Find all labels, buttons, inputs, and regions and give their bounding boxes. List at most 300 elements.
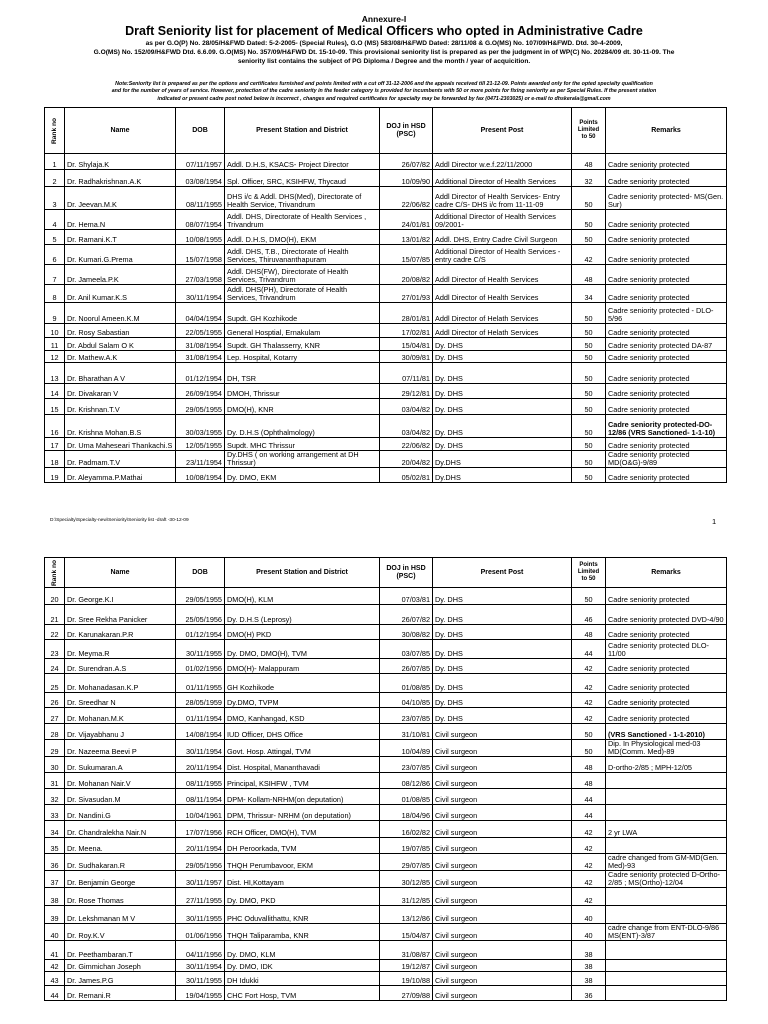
station-cell: Addl. DHS, T.B., Directorate of Health Services, Thiruvananthapuram (225, 245, 380, 265)
name-cell: Dr. Hema.N (65, 210, 176, 230)
points-cell: 42 (572, 674, 606, 693)
name-cell: Dr. Aleyamma.P.Mathai (65, 468, 176, 483)
doj-cell: 01/08/85 (380, 674, 433, 693)
rank-cell: 21 (45, 605, 65, 625)
points-cell: 42 (572, 693, 606, 708)
remarks-cell (606, 906, 727, 924)
station-cell: Addl. DHS, Directorate of Health Services , Trivandrum (225, 210, 380, 230)
remarks-cell: Cadre seniority protected (606, 659, 727, 674)
points-cell: 48 (572, 757, 606, 773)
name-cell: Dr. Karunakaran.P.R (65, 625, 176, 640)
station-cell: Dy. DMO, IDK (225, 960, 380, 972)
present-post-cell: Dy.DHS (433, 468, 572, 483)
points-cell: 48 (572, 625, 606, 640)
points-cell: 38 (572, 960, 606, 972)
table-row (45, 285, 727, 303)
name-cell: Dr. Radhakrishnan.A.K (65, 170, 176, 187)
station-cell: Lep. Hospital, Kotarry (225, 351, 380, 363)
dob-cell: 30/11/1955 (176, 906, 225, 924)
name-cell: Dr. Nazeema Beevi P (65, 740, 176, 757)
station-cell: DMO(H) PKD (225, 625, 380, 640)
table-row (45, 625, 727, 640)
points-cell: 42 (572, 838, 606, 854)
name-cell: Dr. Shylaja.K (65, 154, 176, 170)
remarks-cell: Cadre seniority protected (606, 674, 727, 693)
table-row (45, 821, 727, 838)
seniority-table-page-1 (44, 107, 727, 483)
points-cell: 50 (572, 451, 606, 468)
header-line-3: seniority list contains the subject of PG Diploma / Degree and the month / year of acquicition. (237, 58, 531, 65)
present-post-cell: Civil surgeon (433, 972, 572, 986)
present-post-cell: Addl Director of Helath Services (433, 303, 572, 324)
column-header-station: Present Station and District (225, 108, 380, 154)
name-cell: Dr. Meena. (65, 838, 176, 854)
dob-cell: 28/05/1959 (176, 693, 225, 708)
doj-cell: 01/08/85 (380, 789, 433, 805)
station-cell: DPM, Thrissur- NRHM (on deputation) (225, 805, 380, 821)
dob-cell: 30/11/1955 (176, 972, 225, 986)
dob-cell: 08/11/1954 (176, 789, 225, 805)
points-cell: 50 (572, 324, 606, 338)
doj-cell: 15/07/85 (380, 245, 433, 265)
rank-cell: 23 (45, 640, 65, 659)
rank-cell: 26 (45, 693, 65, 708)
doj-cell: 03/04/82 (380, 399, 433, 415)
table-row (45, 338, 727, 351)
document-title: Draft Seniority list for placement of Medical Officers who opted in Administrative Cadre (125, 24, 643, 38)
name-cell: Dr. Vijayabhanu J (65, 724, 176, 740)
present-post-cell: Civil surgeon (433, 924, 572, 941)
remarks-cell: cadre change from ENT-DLO-9/86 MS(ENT)-3/87 (606, 924, 727, 941)
column-header-dob: DOB (176, 558, 225, 588)
station-cell: GH Kozhikode (225, 674, 380, 693)
points-cell: 50 (572, 588, 606, 605)
table-row (45, 789, 727, 805)
name-cell: Dr. Anil Kumar.K.S (65, 285, 176, 303)
dob-cell: 31/08/1954 (176, 351, 225, 363)
table-row (45, 960, 727, 972)
points-cell: 38 (572, 972, 606, 986)
column-header-name: Name (65, 108, 176, 154)
table-row (45, 605, 727, 625)
column-header-doj: DOJ in HSD (PSC) (380, 108, 433, 154)
points-cell: 42 (572, 245, 606, 265)
points-cell: 48 (572, 265, 606, 285)
rank-cell: 5 (45, 230, 65, 245)
remarks-cell: Cadre seniority protected (606, 170, 727, 187)
dob-cell: 03/08/1954 (176, 170, 225, 187)
station-cell: General Hosptial, Ernakulam (225, 324, 380, 338)
points-cell: 42 (572, 708, 606, 724)
rank-cell: 44 (45, 986, 65, 1001)
present-post-cell: Dy. DHS (433, 640, 572, 659)
rank-cell: 8 (45, 285, 65, 303)
rank-cell: 2 (45, 170, 65, 187)
doj-cell: 03/07/85 (380, 640, 433, 659)
dob-cell: 20/11/1954 (176, 838, 225, 854)
doj-cell: 31/12/85 (380, 888, 433, 906)
remarks-cell: Cadre seniority protected MD(O&G)-9/89 (606, 451, 727, 468)
name-cell: Dr. Benjamin George (65, 871, 176, 888)
remarks-cell: Cadre seniority protected - DLO-5/96 (606, 303, 727, 324)
name-cell: Dr. Mohanadasan.K.P (65, 674, 176, 693)
name-cell: Dr. Kumari.G.Prema (65, 245, 176, 265)
rank-cell: 32 (45, 789, 65, 805)
doj-cell: 30/09/81 (380, 351, 433, 363)
dob-cell: 08/11/1955 (176, 187, 225, 210)
dob-cell: 01/06/1956 (176, 924, 225, 941)
points-cell: 50 (572, 740, 606, 757)
doj-cell: 10/04/89 (380, 740, 433, 757)
present-post-cell: Dy. DHS (433, 363, 572, 384)
remarks-cell: Cadre seniority protected (606, 324, 727, 338)
table-row (45, 941, 727, 960)
remarks-cell: Cadre seniority protected (606, 468, 727, 483)
dob-cell: 30/03/1955 (176, 415, 225, 438)
present-post-cell: Dy.DHS (433, 451, 572, 468)
column-header-station: Present Station and District (225, 558, 380, 588)
name-cell: Dr. Gimmichan Joseph (65, 960, 176, 972)
station-cell: DMO(H)- Malappuram (225, 659, 380, 674)
rank-cell: 13 (45, 363, 65, 384)
note-line-1: Note:Seniority list is prepared as per the options and certificates furnished and points limited with a cut off 31-12-2006 and the appeals received till 21-12-09. Points awarded only for the opted specialty qualification (115, 81, 653, 87)
dob-cell: 04/11/1956 (176, 941, 225, 960)
present-post-cell: Civil surgeon (433, 871, 572, 888)
rank-cell: 6 (45, 245, 65, 265)
station-cell: Dy. DMO, DMO(H), TVM (225, 640, 380, 659)
dob-cell: 14/08/1954 (176, 724, 225, 740)
present-post-cell: Civil surgeon (433, 838, 572, 854)
remarks-cell: Cadre seniority protected (606, 588, 727, 605)
column-header-remarks: Remarks (606, 558, 727, 588)
table-row (45, 415, 727, 438)
dob-cell: 30/11/1954 (176, 285, 225, 303)
remarks-cell: Cadre seniority protected-DO-12/86 (VRS Sanctioned- 1-1-10) (606, 415, 727, 438)
remarks-cell: Cadre seniority protected (606, 438, 727, 451)
points-cell: 50 (572, 351, 606, 363)
remarks-cell: Cadre seniority protected (606, 265, 727, 285)
table-header-row (45, 108, 727, 154)
points-cell: 40 (572, 906, 606, 924)
station-cell: Supdt. MHC Thrissur (225, 438, 380, 451)
dob-cell: 30/11/1957 (176, 871, 225, 888)
rank-cell: 3 (45, 187, 65, 210)
rank-cell: 7 (45, 265, 65, 285)
remarks-cell: (VRS Sanctioned - 1-1-2010) (606, 724, 727, 740)
points-cell: 44 (572, 805, 606, 821)
remarks-cell: Cadre seniority protected (606, 693, 727, 708)
table-row (45, 805, 727, 821)
dob-cell: 20/11/1954 (176, 757, 225, 773)
points-cell: 40 (572, 924, 606, 941)
doj-cell: 15/04/81 (380, 338, 433, 351)
station-cell: Dy. DMO, EKM (225, 468, 380, 483)
present-post-cell: Addl Director of Health Services- Entry cadre C/S- DHS i/c from 11-11-09 (433, 187, 572, 210)
rank-cell: 22 (45, 625, 65, 640)
doj-cell: 13/01/82 (380, 230, 433, 245)
present-post-cell: Addl Director of Health Services (433, 265, 572, 285)
table-row (45, 693, 727, 708)
rank-cell: 25 (45, 674, 65, 693)
table-row (45, 303, 727, 324)
name-cell: Dr. Rosy Sabastian (65, 324, 176, 338)
name-cell: Dr. Mathew.A.K (65, 351, 176, 363)
remarks-cell: Cadre seniority protected D-Ortho-2/85 ; MS(Ortho)-12/04 (606, 871, 727, 888)
dob-cell: 25/05/1956 (176, 605, 225, 625)
station-cell: Supdt. GH Thalasserry, KNR (225, 338, 380, 351)
points-cell: 46 (572, 605, 606, 625)
present-post-cell: Civil surgeon (433, 757, 572, 773)
rank-cell: 20 (45, 588, 65, 605)
station-cell: Dy. D.H.S (Ophthalmology) (225, 415, 380, 438)
points-cell: 50 (572, 210, 606, 230)
name-cell: Dr. Mohanan Nair.V (65, 773, 176, 789)
station-cell: Dy. DMO, KLM (225, 941, 380, 960)
present-post-cell: Civil surgeon (433, 906, 572, 924)
present-post-cell: Civil surgeon (433, 740, 572, 757)
dob-cell: 10/04/1961 (176, 805, 225, 821)
doj-cell: 30/08/82 (380, 625, 433, 640)
remarks-cell (606, 805, 727, 821)
table-row (45, 399, 727, 415)
dob-cell: 01/11/1955 (176, 674, 225, 693)
file-path-footer: D:\Specialty\Specialty-new\Seniority\Seniority list -draft -30-12-09 (50, 518, 189, 523)
remarks-cell: Cadre seniority protected- MS(Gen. Sur) (606, 187, 727, 210)
remarks-cell (606, 789, 727, 805)
points-cell: 42 (572, 854, 606, 871)
dob-cell: 30/11/1955 (176, 640, 225, 659)
station-cell: Addl. DHS(PH), Directorate of Health Services, Trivandrum (225, 285, 380, 303)
doj-cell: 30/12/85 (380, 871, 433, 888)
column-header-post: Present Post (433, 108, 572, 154)
column-header-remarks: Remarks (606, 108, 727, 154)
dob-cell: 01/02/1956 (176, 659, 225, 674)
points-cell: 50 (572, 338, 606, 351)
dob-cell: 01/11/1954 (176, 708, 225, 724)
remarks-cell: cadre changed from GM-MD(Gen. Med)-93 (606, 854, 727, 871)
doj-cell: 20/08/82 (380, 265, 433, 285)
present-post-cell: Dy. DHS (433, 438, 572, 451)
points-cell: 50 (572, 399, 606, 415)
doj-cell: 23/07/85 (380, 757, 433, 773)
station-cell: Dist. Hospital, Mananthavadi (225, 757, 380, 773)
present-post-cell: Additional Director of Health Services - entry cadre C/S (433, 245, 572, 265)
name-cell: Dr. Krishna Mohan.B.S (65, 415, 176, 438)
page-number: 1 (712, 517, 717, 526)
dob-cell: 19/04/1955 (176, 986, 225, 1001)
name-cell: Dr. Padmam.T.V (65, 451, 176, 468)
rank-cell: 31 (45, 773, 65, 789)
table-row (45, 351, 727, 363)
dob-cell: 23/11/1954 (176, 451, 225, 468)
remarks-cell: Cadre seniority protected (606, 210, 727, 230)
name-cell: Dr. Peethambaran.T (65, 941, 176, 960)
rank-cell: 14 (45, 384, 65, 399)
station-cell: RCH Officer, DMO(H), TVM (225, 821, 380, 838)
name-cell: Dr. Roy.K.V (65, 924, 176, 941)
station-cell: DMO, Kanhangad, KSD (225, 708, 380, 724)
present-post-cell: Civil surgeon (433, 986, 572, 1001)
name-cell: Dr. Divakaran V (65, 384, 176, 399)
remarks-cell (606, 972, 727, 986)
rank-cell: 30 (45, 757, 65, 773)
doj-cell: 22/06/82 (380, 438, 433, 451)
doj-cell: 15/04/87 (380, 924, 433, 941)
table-row (45, 230, 727, 245)
name-cell: Dr. Sree Rekha Panicker (65, 605, 176, 625)
table-row (45, 972, 727, 986)
name-cell: Dr. Jameela.P.K (65, 265, 176, 285)
station-cell: DMO(H), KLM (225, 588, 380, 605)
rank-cell: 16 (45, 415, 65, 438)
rank-cell: 18 (45, 451, 65, 468)
doj-cell: 31/10/81 (380, 724, 433, 740)
doj-cell: 07/03/81 (380, 588, 433, 605)
present-post-cell: Dy. DHS (433, 338, 572, 351)
station-cell: Addl. D.H.S, KSACS- Project Director (225, 154, 380, 170)
table-row (45, 854, 727, 871)
name-cell: Dr. Noorul Ameen.K.M (65, 303, 176, 324)
points-cell: 50 (572, 187, 606, 210)
name-cell: Dr. Lekshmanan M V (65, 906, 176, 924)
doj-cell: 03/04/82 (380, 415, 433, 438)
remarks-cell: Cadre seniority protected (606, 625, 727, 640)
table-row (45, 170, 727, 187)
dob-cell: 07/11/1957 (176, 154, 225, 170)
station-cell: Dy. D.H.S (Leprosy) (225, 605, 380, 625)
doj-cell: 26/07/85 (380, 659, 433, 674)
table-row (45, 888, 727, 906)
station-cell: DPM- Kollam-NRHM(on deputation) (225, 789, 380, 805)
points-cell: 50 (572, 724, 606, 740)
doj-cell: 17/02/81 (380, 324, 433, 338)
station-cell: DH, TSR (225, 363, 380, 384)
present-post-cell: Dy. DHS (433, 674, 572, 693)
station-cell: IUD Officer, DHS Office (225, 724, 380, 740)
note-line-2: and for the number of years of service. However, protection of the cadre seniority in the feeder category is provided for incumbents with 50 or more points for fixing seniority as per Special Rules. If the present station (111, 88, 657, 95)
name-cell: Dr. Jeevan.M.K (65, 187, 176, 210)
table-row (45, 773, 727, 789)
doj-cell: 04/10/85 (380, 693, 433, 708)
remarks-cell: Cadre seniority protected (606, 245, 727, 265)
station-cell: DMOH, Thrissur (225, 384, 380, 399)
remarks-cell: Cadre seniority protected DLO-11/00 (606, 640, 727, 659)
points-cell: 36 (572, 986, 606, 1001)
remarks-cell: Cadre seniority protected DA-87 (606, 338, 727, 351)
rank-cell: 10 (45, 324, 65, 338)
note-paragraph (40, 81, 728, 103)
rank-cell: 38 (45, 888, 65, 906)
doj-cell: 23/07/85 (380, 708, 433, 724)
remarks-cell: Cadre seniority protected DVD-4/90 (606, 605, 727, 625)
table-row (45, 588, 727, 605)
table-header-row (45, 558, 727, 588)
station-cell: CHC Fort Hosp, TVM (225, 986, 380, 1001)
name-cell: Dr. Sukumaran.A (65, 757, 176, 773)
doj-cell: 29/12/81 (380, 384, 433, 399)
table-row (45, 265, 727, 285)
points-cell: 32 (572, 170, 606, 187)
table-row (45, 363, 727, 384)
column-header-post: Present Post (433, 558, 572, 588)
rank-cell: 24 (45, 659, 65, 674)
present-post-cell: Addl. DHS, Entry Cadre Civil Surgeon (433, 230, 572, 245)
doj-cell: 07/11/81 (380, 363, 433, 384)
station-cell: Supdt. GH Kozhikode (225, 303, 380, 324)
station-cell: THQH Taliparamba, KNR (225, 924, 380, 941)
present-post-cell: Addl Director of Health Services (433, 285, 572, 303)
present-post-cell: Civil surgeon (433, 805, 572, 821)
doj-cell: 28/01/81 (380, 303, 433, 324)
points-cell: 34 (572, 285, 606, 303)
name-cell: Dr. Nandini.G (65, 805, 176, 821)
dob-cell: 26/09/1954 (176, 384, 225, 399)
present-post-cell: Additional Director of Health Services (433, 170, 572, 187)
name-cell: Dr. Sudhakaran.R (65, 854, 176, 871)
station-cell: Govt. Hosp. Attingal, TVM (225, 740, 380, 757)
station-cell: THQH Perumbavoor, EKM (225, 854, 380, 871)
points-cell: 48 (572, 154, 606, 170)
name-cell: Dr. Rose Thomas (65, 888, 176, 906)
remarks-cell: Cadre seniority protected (606, 351, 727, 363)
remarks-cell: Cadre seniority protected (606, 154, 727, 170)
station-cell: Spl. Officer, SRC, KSIHFW, Thycaud (225, 170, 380, 187)
rank-cell: 27 (45, 708, 65, 724)
name-cell: Dr. Mohanan.M.K (65, 708, 176, 724)
table-row (45, 924, 727, 941)
dob-cell: 12/05/1955 (176, 438, 225, 451)
rank-cell: 12 (45, 351, 65, 363)
document-header (34, 14, 734, 66)
column-header-points: Points Limited to 50 (572, 558, 606, 588)
table-row (45, 838, 727, 854)
table-row (45, 757, 727, 773)
name-cell: Dr. George.K.I (65, 588, 176, 605)
dob-cell: 01/12/1954 (176, 625, 225, 640)
remarks-cell: Cadre seniority protected (606, 230, 727, 245)
remarks-cell: Dip. In Physiological med-03 MD(Comm. Med)-89 (606, 740, 727, 757)
name-cell: Dr. James.P.G (65, 972, 176, 986)
name-cell: Dr. Uma Maheseari Thankachi.S (65, 438, 176, 451)
dob-cell: 10/08/1954 (176, 468, 225, 483)
name-cell: Dr. Surendran.A.S (65, 659, 176, 674)
doj-cell: 31/08/87 (380, 941, 433, 960)
name-cell: Dr. Chandralekha Nair.N (65, 821, 176, 838)
doj-cell: 24/01/81 (380, 210, 433, 230)
annexure-label: Annexure-I (361, 14, 407, 24)
remarks-cell: D-ortho-2/85 ; MPH-12/05 (606, 757, 727, 773)
dob-cell: 15/07/1958 (176, 245, 225, 265)
rank-cell: 29 (45, 740, 65, 757)
table-row (45, 210, 727, 230)
dob-cell: 27/11/1955 (176, 888, 225, 906)
doj-cell: 27/01/93 (380, 285, 433, 303)
header-line-2: G.O(MS) No. 152/09/H&FWD Dtd. 6.6.09. G.O(MS) No. 357/09/H&FWD Dt. 15-10-09. This provisional seniority list is prepared as per the judgment in of WP(C) No. 20284/09 dt. 30-11-09. The (93, 49, 675, 56)
dob-cell: 08/07/1954 (176, 210, 225, 230)
remarks-cell (606, 986, 727, 1001)
column-header-doj: DOJ in HSD (PSC) (380, 558, 433, 588)
seniority-table-page-2 (44, 557, 727, 1001)
rank-cell: 17 (45, 438, 65, 451)
present-post-cell: Additional Director of Health Services 09/2001- (433, 210, 572, 230)
present-post-cell: Dy. DHS (433, 384, 572, 399)
points-cell: 50 (572, 468, 606, 483)
name-cell: Dr. Sivasudan.M (65, 789, 176, 805)
rank-cell: 4 (45, 210, 65, 230)
present-post-cell: Civil surgeon (433, 888, 572, 906)
present-post-cell: Civil surgeon (433, 773, 572, 789)
table-row (45, 468, 727, 483)
